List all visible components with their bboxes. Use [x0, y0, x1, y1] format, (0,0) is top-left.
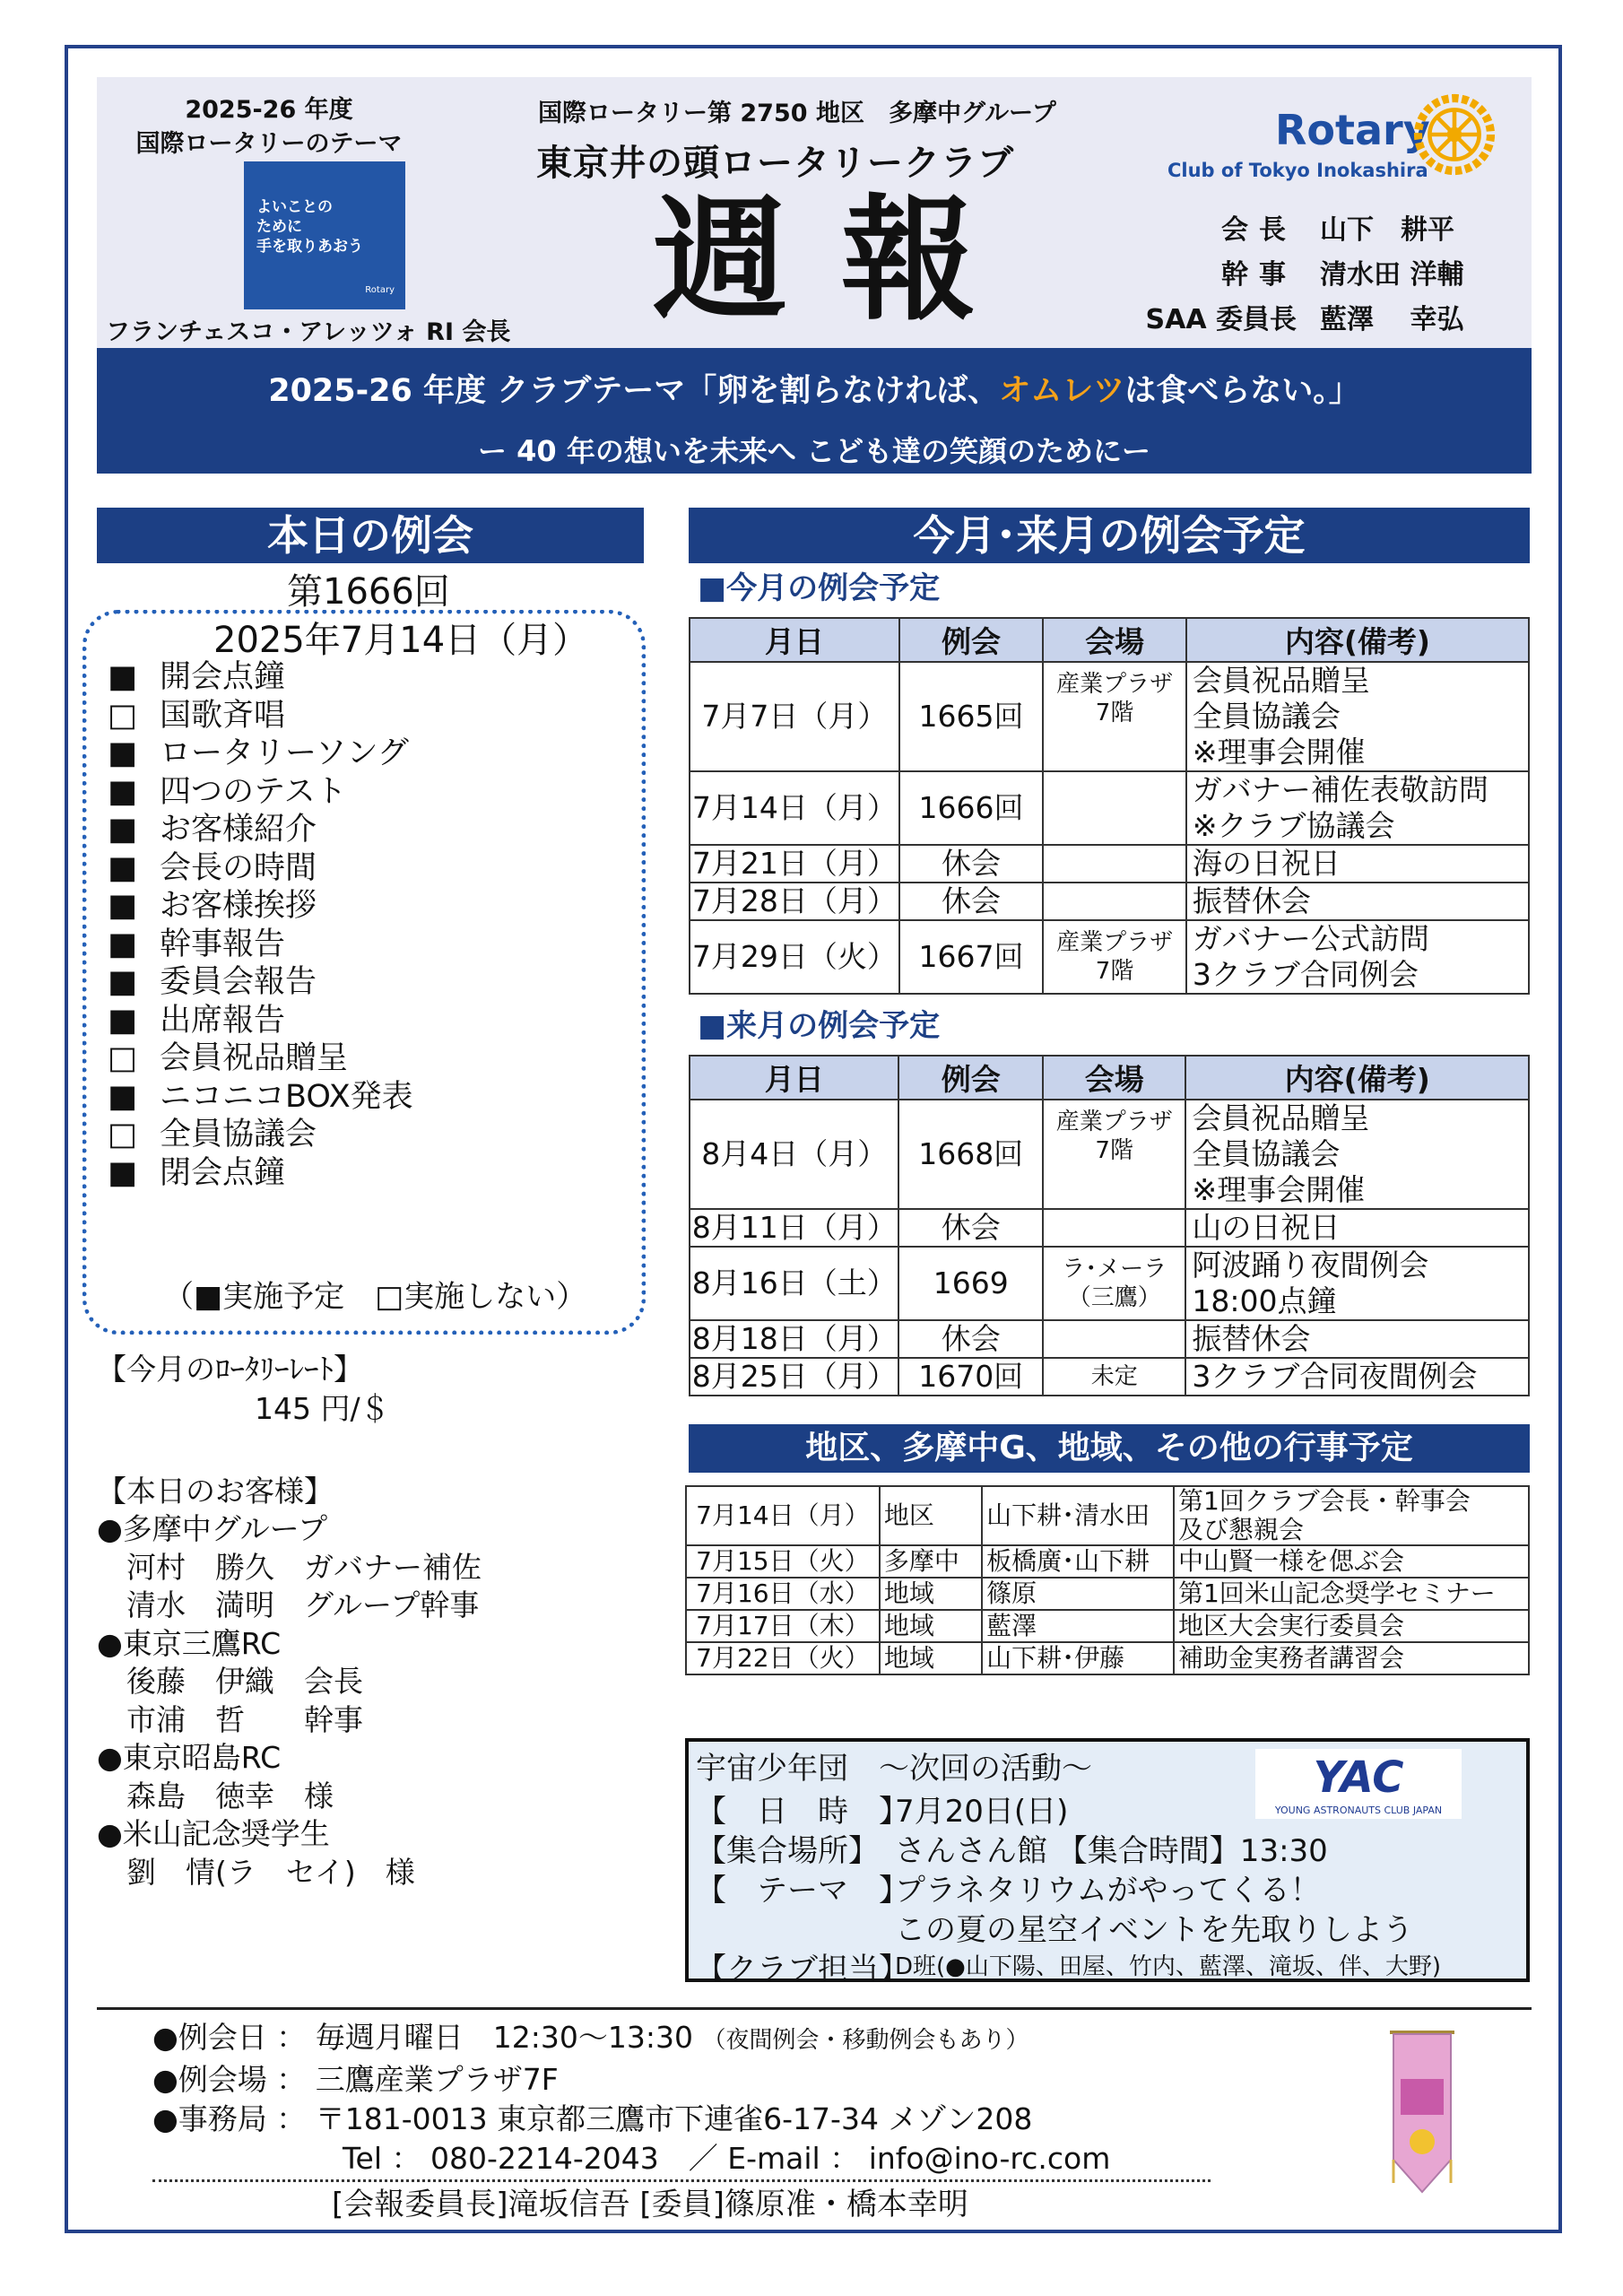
agenda-mark: ■ [108, 1078, 138, 1115]
agenda-mark: □ [108, 1117, 138, 1152]
agenda-item [108, 1039, 413, 1078]
yac-staff-label: 【クラブ担当】 [696, 1952, 909, 1987]
footer-contact: Tel ： 080-2214-2043 ／ E-mail ： info@ino-rc.com [343, 2141, 1111, 2176]
newsletter-committee: [会報委員長]滝坂信吾 [委員]篠原准・橋本幸明 [332, 2187, 968, 2222]
meeting-number: 第1666回 [287, 571, 450, 613]
row-notes [1185, 1209, 1529, 1247]
club-name: 東京井の頭ロータリークラブ [536, 143, 1014, 184]
row-notes [1185, 1320, 1529, 1358]
guest-line: ●東京三鷹RC [97, 1625, 282, 1661]
agenda-mark: □ [108, 697, 138, 734]
agenda-mark: ■ [108, 888, 138, 924]
event-scope: 地域 [880, 1642, 982, 1674]
guest-line: 市浦 哲 幹事 [97, 1701, 363, 1737]
ri-president: フランチェスコ・アレッツォ RI 会長 [106, 318, 511, 346]
agenda-item [108, 849, 413, 888]
table-row [690, 1247, 1529, 1320]
row-notes [1186, 845, 1529, 883]
row-meeting-no: 休会 [898, 1209, 1043, 1247]
event-row [686, 1642, 1529, 1674]
rotary-wordmark: Rotary [1275, 106, 1430, 154]
ri-logo-small: Rotary [365, 285, 395, 295]
row-date: 7月29日（火） [690, 920, 899, 994]
row-date: 8月16日（土） [690, 1247, 898, 1320]
note-line: ガバナー補佐表敬訪問 [1192, 772, 1488, 807]
table-row [690, 883, 1529, 920]
event-scope: 地域 [880, 1578, 982, 1610]
note-line: ガバナー公式訪問 [1192, 921, 1429, 956]
row-date: 8月11日（月） [690, 1209, 898, 1247]
agenda-item [108, 963, 413, 1002]
table-row [690, 1100, 1529, 1209]
agenda-item [108, 811, 413, 849]
event-scope: 多摩中 [880, 1545, 982, 1578]
column-header: 会場 [1043, 1056, 1185, 1100]
club-theme-text: 2025-26 年度 クラブテーマ「卵を割らなければ、 [268, 373, 1000, 409]
row-date: 7月28日（月） [690, 883, 899, 920]
guests-list [97, 1510, 482, 1892]
agenda-label: ロータリーソング [160, 735, 409, 771]
guest-line: ●多摩中グループ [97, 1511, 328, 1546]
event-date: 7月22日（火） [686, 1642, 880, 1674]
agenda-item [108, 1078, 413, 1117]
row-venue: 産業プラザ 7階 [1043, 920, 1186, 994]
event-people: 篠原 [982, 1578, 1174, 1610]
guest-line: 清水 満明 グループ幹事 [97, 1587, 480, 1622]
table-row [690, 845, 1529, 883]
column-header: 月日 [690, 1056, 898, 1100]
yac-title: 宇宙少年団 ～次回の活動～ [696, 1751, 1092, 1787]
table-row [690, 662, 1529, 771]
agenda-mark: □ [108, 1040, 138, 1076]
agenda-mark: ■ [108, 659, 138, 695]
agenda-item [108, 887, 413, 926]
guest-line: ●米山記念奨学生 [97, 1816, 330, 1851]
row-meeting-no: 休会 [899, 845, 1044, 883]
row-date: 8月4日（月） [690, 1100, 898, 1209]
note-line: 3クラブ合同例会 [1192, 957, 1419, 992]
agenda-legend: （■実施予定 □実施しない） [163, 1279, 587, 1315]
row-date: 8月18日（月） [690, 1320, 898, 1358]
table-row [690, 920, 1529, 994]
officer-row [1112, 208, 1463, 253]
next-month-table [689, 1055, 1530, 1396]
guest-line: 後藤 伊織 会長 [97, 1664, 363, 1699]
yac-staff-value: D班(●山下陽、田屋、竹内、藍澤、滝坂、伴、大野) [895, 1953, 1441, 1980]
ri-year: 2025-26 年度 [185, 96, 353, 124]
this-month-table [689, 617, 1530, 995]
agenda-mark: ■ [108, 849, 138, 886]
note-line: 18:00点鐘 [1192, 1283, 1337, 1318]
ri-logo-line: ために [256, 218, 302, 236]
footer-day-text: ●例会日 ： 毎週月曜日 12:30～13:30 [152, 2020, 693, 2055]
row-venue: 産業プラザ 7階 [1043, 662, 1186, 771]
yac-logo-text: YAC [1313, 1752, 1404, 1803]
next-month-heading: ■来月の例会予定 [698, 1008, 941, 1044]
note-line: 全員協議会 [1192, 1136, 1341, 1171]
agenda-label: お客様紹介 [160, 812, 317, 848]
note-line: ※理事会開催 [1192, 735, 1366, 770]
event-name: 補助金実務者講習会 [1174, 1642, 1529, 1674]
club-theme-subline: ー 40 年の想いを未来へ こども達の笑顔のためにー [478, 434, 1150, 468]
table-row [690, 1209, 1529, 1247]
agenda-label: ニコニコBOX発表 [160, 1078, 413, 1115]
note-line: 3クラブ合同夜間例会 [1192, 1359, 1478, 1394]
row-date: 8月25日（月） [690, 1358, 898, 1396]
row-notes [1186, 662, 1529, 771]
district-line: 国際ロータリー第 2750 地区 多摩中グループ [538, 100, 1056, 127]
agenda-item [108, 735, 413, 773]
row-notes [1185, 1100, 1529, 1209]
note-line: 振替休会 [1192, 883, 1311, 918]
yac-theme-value: この夏の星空イベントを先取りしよう [895, 1912, 1413, 1948]
ri-logo-line: 手を取りあおう [256, 238, 363, 256]
yac-date-label: 【 日 時 】 [696, 1794, 909, 1830]
row-notes [1186, 771, 1529, 845]
agenda-mark: ■ [108, 812, 138, 848]
agenda-label: 会員祝品贈呈 [160, 1040, 349, 1076]
guest-line: ●東京昭島RC [97, 1740, 282, 1775]
event-date: 7月16日（水） [686, 1578, 880, 1610]
club-theme-banner [97, 348, 1532, 474]
note-line: 山の日祝日 [1192, 1210, 1341, 1245]
row-meeting-no: 1667回 [899, 920, 1044, 994]
yac-logo-icon [1255, 1749, 1462, 1819]
event-date: 7月15日（火） [686, 1545, 880, 1578]
event-scope: 地域 [880, 1610, 982, 1642]
guest-line: 森島 徳幸 様 [97, 1778, 334, 1813]
club-theme-highlight: オムレツ [999, 373, 1125, 409]
note-line: 会員祝品贈呈 [1192, 1100, 1370, 1135]
row-meeting-no: 1665回 [899, 662, 1044, 771]
table-row [690, 1358, 1529, 1396]
agenda-label: 幹事報告 [160, 926, 286, 962]
event-row [686, 1578, 1529, 1610]
agenda-label: 出席報告 [160, 1002, 286, 1039]
agenda-label: お客様挨拶 [160, 888, 317, 924]
row-notes [1185, 1247, 1529, 1320]
agenda-list [108, 658, 413, 1192]
ri-theme-logo [244, 161, 405, 309]
agenda-item [108, 926, 413, 964]
row-notes [1186, 883, 1529, 920]
rate-value: 145 円/＄ [255, 1391, 390, 1426]
agenda-label: 閉会点鐘 [160, 1154, 286, 1191]
footer-office: ●事務局 ： 〒181-0013 東京都三鷹市下連雀6-17-34 メゾン208 [152, 2101, 1033, 2136]
row-date: 7月14日（月） [690, 771, 899, 845]
officer-name: 藍澤 幸弘 [1320, 304, 1464, 335]
row-venue: ラ･メーラ （三鷹） [1043, 1247, 1185, 1320]
event-date: 7月17日（木） [686, 1610, 880, 1642]
table-row [690, 771, 1529, 845]
page-title: 週報 [653, 181, 1030, 339]
footer-info [152, 2018, 1110, 2179]
ri-theme-label: 国際ロータリーのテーマ [135, 130, 403, 158]
row-venue: 産業プラザ 7階 [1043, 1100, 1185, 1209]
agenda-item [108, 773, 413, 812]
officer-name: 清水田 洋輔 [1320, 259, 1464, 291]
event-name: 地区大会実行委員会 [1174, 1610, 1529, 1642]
event-people: 山下耕･伊藤 [982, 1642, 1174, 1674]
officer-role: 会長 [1221, 214, 1297, 246]
agenda-item [108, 697, 413, 735]
meeting-date: 2025年7月14日（月） [213, 620, 589, 661]
agenda-mark: ■ [108, 926, 138, 962]
ri-logo-line: よいことの [256, 198, 333, 216]
column-header: 内容(備考) [1185, 1056, 1529, 1100]
agenda-label: 全員協議会 [160, 1117, 317, 1152]
row-meeting-no: 1669 [898, 1247, 1043, 1320]
row-venue [1043, 845, 1186, 883]
event-name: 中山賢一様を偲ぶ会 [1174, 1545, 1529, 1578]
column-header: 会場 [1043, 618, 1186, 662]
guest-line: 劉 情(ラ セイ) 様 [97, 1854, 415, 1890]
column-header: 例会 [898, 1056, 1043, 1100]
agenda-mark: ■ [108, 735, 138, 771]
agenda-mark: ■ [108, 964, 138, 1000]
event-row [686, 1486, 1529, 1545]
row-venue [1043, 771, 1186, 845]
event-name: 第1回米山記念奨学セミナー [1174, 1578, 1529, 1610]
agenda-label: 国歌斉唱 [160, 697, 286, 734]
column-header: 内容(備考) [1186, 618, 1529, 662]
agenda-label: 会長の時間 [160, 849, 317, 886]
events-table [685, 1485, 1530, 1675]
yac-theme-value: プラネタリウムがやってくる！ [895, 1873, 1321, 1909]
event-row [686, 1610, 1529, 1642]
officers-list [1112, 208, 1463, 343]
club-pennant-icon [1386, 2025, 1458, 2196]
yac-box [685, 1738, 1530, 1987]
row-venue [1043, 1209, 1185, 1247]
rate-heading: 【今月のﾛｰﾀﾘｰﾚｰﾄ】 [97, 1352, 363, 1387]
this-month-heading: ■今月の例会予定 [698, 570, 941, 606]
yac-date-value: 7月20日(日) [895, 1794, 1069, 1830]
agenda-label: 四つのテスト [160, 773, 347, 810]
guest-line: 河村 勝久 ガバナー補佐 [97, 1549, 482, 1585]
officer-row [1112, 253, 1463, 298]
row-notes [1186, 920, 1529, 994]
footer-venue: ●例会場 ： 三鷹産業プラザ7F [152, 2062, 559, 2097]
agenda-mark: ■ [108, 1154, 138, 1191]
agenda-item [108, 658, 413, 697]
row-meeting-no: 休会 [898, 1320, 1043, 1358]
agenda-item [108, 1116, 413, 1154]
note-line: ※クラブ協議会 [1192, 808, 1395, 843]
yac-place-label: 【集合場所】 [696, 1833, 879, 1869]
event-name: 第1回クラブ会長・幹事会 及び懇親会 [1174, 1486, 1529, 1545]
yac-place-value: さんさん館 【集合時間】13:30 [895, 1833, 1328, 1869]
yac-theme-label: 【 テーマ 】 [696, 1873, 909, 1909]
note-line: 海の日祝日 [1192, 846, 1341, 881]
row-venue: 未定 [1043, 1358, 1185, 1396]
note-line: ※理事会開催 [1192, 1172, 1366, 1207]
footer-meeting-day [152, 2018, 1110, 2060]
row-meeting-no: 休会 [899, 883, 1044, 920]
event-people: 藍澤 [982, 1610, 1174, 1642]
row-venue [1043, 883, 1186, 920]
club-theme-line [97, 348, 1532, 411]
row-meeting-no: 1666回 [899, 771, 1044, 845]
officer-name: 山下 耕平 [1320, 214, 1454, 246]
event-row [686, 1545, 1529, 1578]
note-line: 全員協議会 [1192, 699, 1341, 734]
officer-role: SAA 委員長 [1145, 304, 1297, 335]
row-notes [1185, 1358, 1529, 1396]
table-row [690, 1320, 1529, 1358]
agenda-label: 開会点鐘 [160, 659, 286, 695]
club-theme-text: は食べらない。」 [1124, 373, 1360, 409]
footer-divider [97, 2007, 1532, 2010]
agenda-label: 委員会報告 [160, 964, 317, 1000]
rotary-subtitle: Club of Tokyo Inokashira [1167, 160, 1428, 181]
row-meeting-no: 1668回 [898, 1100, 1043, 1209]
agenda-item [108, 1154, 413, 1193]
column-header: 例会 [899, 618, 1044, 662]
note-line: 会員祝品贈呈 [1192, 663, 1370, 698]
officer-row [1112, 298, 1463, 343]
event-people: 山下耕･清水田 [982, 1486, 1174, 1545]
events-heading: 地区、多摩中G、地域、その他の行事予定 [689, 1424, 1530, 1473]
ri-theme-block [108, 93, 430, 161]
officer-role: 幹事 [1221, 259, 1297, 291]
footer-day-note: （夜間例会・移動例会もあり） [702, 2027, 1029, 2054]
agenda-mark: ■ [108, 1002, 138, 1039]
column-header: 月日 [690, 618, 899, 662]
row-venue [1043, 1320, 1185, 1358]
note-line: 阿波踊り夜間例会 [1192, 1248, 1429, 1283]
row-date: 7月7日（月） [690, 662, 899, 771]
agenda-item [108, 1002, 413, 1040]
note-line: 振替休会 [1192, 1321, 1311, 1356]
event-people: 板橋廣･山下耕 [982, 1545, 1174, 1578]
event-scope: 地区 [880, 1486, 982, 1545]
yac-logo-sub: YOUNG ASTRONAUTS CLUB JAPAN [1274, 1805, 1443, 1816]
guests-heading: 【本日のお客様】 [97, 1474, 334, 1509]
today-heading: 本日の例会 [97, 508, 644, 563]
schedule-heading: 今月･来月の例会予定 [689, 508, 1530, 563]
event-date: 7月14日（月） [686, 1486, 880, 1545]
agenda-mark: ■ [108, 773, 138, 810]
row-date: 7月21日（月） [690, 845, 899, 883]
row-meeting-no: 1670回 [898, 1358, 1043, 1396]
